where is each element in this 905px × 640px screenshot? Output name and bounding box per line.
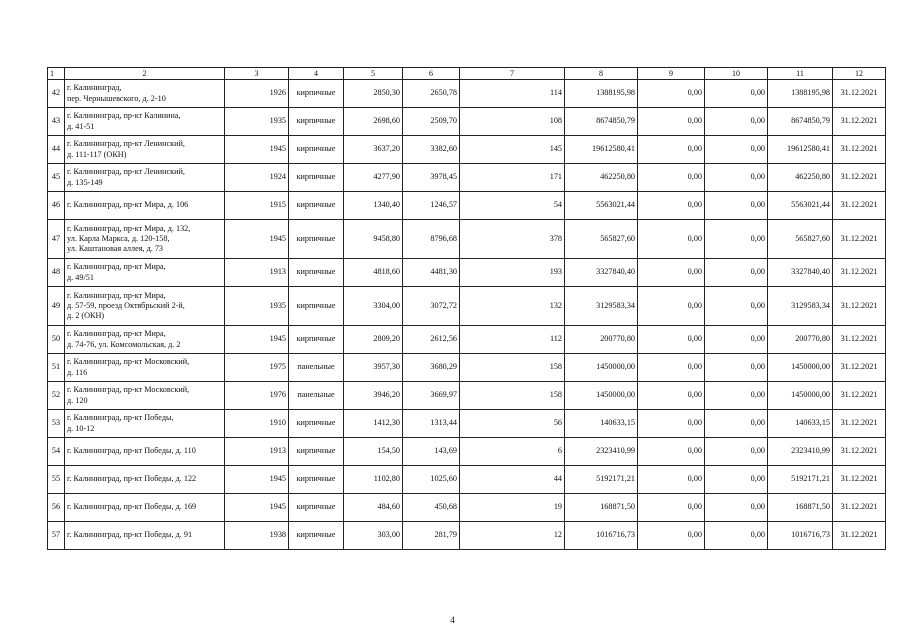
total-area: 1102,80 [344,466,403,494]
wall-material: кирпичные [289,466,344,494]
address-line: д. 49/51 [67,272,94,282]
total-area: 9458,80 [344,220,403,259]
column-10-value: 0,00 [705,108,768,136]
total-cost: 1450000,00 [565,382,638,410]
table-row [48,438,886,466]
row-number: 49 [48,287,65,326]
column-9-value: 0,00 [638,136,705,164]
residential-area: 3680,29 [403,354,460,382]
total-area: 3957,30 [344,354,403,382]
address-line: д. 2 (ОКН) [67,311,105,321]
total-area: 3637,20 [344,136,403,164]
address-cell [65,136,225,164]
total-cost: 8674850,79 [565,108,638,136]
residential-area: 281,79 [403,522,460,550]
housing-table [47,67,886,550]
year-built: 1924 [225,164,289,192]
column-10-value: 0,00 [705,522,768,550]
address-cell [65,108,225,136]
wall-material: кирпичные [289,108,344,136]
residents-count: 54 [460,192,565,220]
residents-count: 108 [460,108,565,136]
address-line: ул. Карла Маркса, д. 120-158, [67,233,170,243]
residential-area: 1313,44 [403,410,460,438]
column-11-value: 1388195,98 [768,80,833,108]
address-line: г. Калининград, пр-кт Московский, [67,385,190,395]
completion-date: 31.12.2021 [833,192,886,220]
year-built: 1945 [225,326,289,354]
column-9-value: 0,00 [638,522,705,550]
table-row [48,259,886,287]
column-number-9: 9 [638,68,705,80]
column-9-value: 0,00 [638,410,705,438]
wall-material: кирпичные [289,494,344,522]
table-row [48,80,886,108]
column-number-3: 3 [225,68,289,80]
table-row [48,354,886,382]
total-cost: 5192171,21 [565,466,638,494]
row-number: 42 [48,80,65,108]
address-cell [65,354,225,382]
year-built: 1913 [225,259,289,287]
residents-count: 56 [460,410,565,438]
completion-date: 31.12.2021 [833,494,886,522]
column-11-value: 1450000,00 [768,354,833,382]
wall-material: кирпичные [289,136,344,164]
address-line: г. Калининград, пр-кт Победы, д. 91 [67,530,193,540]
residents-count: 19 [460,494,565,522]
column-number-5: 5 [344,68,403,80]
completion-date: 31.12.2021 [833,108,886,136]
address-line: г. Калининград, пр-кт Мира, [67,262,166,272]
row-number: 54 [48,438,65,466]
total-area: 2698,60 [344,108,403,136]
column-11-value: 3129583,34 [768,287,833,326]
residents-count: 132 [460,287,565,326]
residential-area: 8796,68 [403,220,460,259]
column-9-value: 0,00 [638,494,705,522]
column-number-8: 8 [565,68,638,80]
residential-area: 1025,60 [403,466,460,494]
year-built: 1976 [225,382,289,410]
column-10-value: 0,00 [705,354,768,382]
wall-material: кирпичные [289,287,344,326]
column-11-value: 565827,60 [768,220,833,259]
column-11-value: 3327840,40 [768,259,833,287]
total-area: 3946,20 [344,382,403,410]
address-cell [65,326,225,354]
column-10-value: 0,00 [705,382,768,410]
residents-count: 6 [460,438,565,466]
address-cell [65,522,225,550]
address-line: г. Калининград, пр-кт Победы, д. 110 [67,446,196,456]
completion-date: 31.12.2021 [833,522,886,550]
year-built: 1945 [225,494,289,522]
address-cell [65,287,225,326]
address-line: г. Калининград, [67,83,122,93]
column-11-value: 19612580,41 [768,136,833,164]
column-11-value: 5563021,44 [768,192,833,220]
total-cost: 1450000,00 [565,354,638,382]
address-line: д. 116 [67,367,88,377]
address-line: г. Калининград, пр-кт Московский, [67,357,190,367]
residential-area: 450,68 [403,494,460,522]
residents-count: 193 [460,259,565,287]
address-cell [65,259,225,287]
residents-count: 12 [460,522,565,550]
address-cell [65,438,225,466]
wall-material: панельные [289,354,344,382]
residential-area: 3382,60 [403,136,460,164]
address-cell [65,164,225,192]
table-row [48,164,886,192]
address-line: д. 120 [67,395,88,405]
column-number-1: 1 [48,68,65,80]
wall-material: кирпичные [289,164,344,192]
column-11-value: 8674850,79 [768,108,833,136]
column-10-value: 0,00 [705,259,768,287]
column-11-value: 200770,80 [768,326,833,354]
table-row [48,287,886,326]
address-line: г. Калининград, пр-кт Мира, [67,329,166,339]
residents-count: 44 [460,466,565,494]
total-cost: 3129583,34 [565,287,638,326]
column-10-value: 0,00 [705,494,768,522]
completion-date: 31.12.2021 [833,326,886,354]
total-area: 484,60 [344,494,403,522]
column-number-11: 11 [768,68,833,80]
address-line: г. Калининград, пр-кт Ленинский, [67,139,185,149]
total-cost: 2323410,99 [565,438,638,466]
column-11-value: 168871,50 [768,494,833,522]
column-number-10: 10 [705,68,768,80]
page-number: 4 [450,615,455,625]
column-11-value: 140633,15 [768,410,833,438]
year-built: 1945 [225,136,289,164]
table-row [48,192,886,220]
residents-count: 158 [460,354,565,382]
address-cell [65,220,225,259]
row-number: 44 [48,136,65,164]
column-9-value: 0,00 [638,192,705,220]
row-number: 52 [48,382,65,410]
column-11-value: 462250,80 [768,164,833,192]
total-cost: 1016716,73 [565,522,638,550]
column-9-value: 0,00 [638,164,705,192]
total-area: 1412,30 [344,410,403,438]
address-line: г. Калининград, пр-кт Победы, д. 122 [67,474,197,484]
residents-count: 114 [460,80,565,108]
table-row [48,382,886,410]
address-line: пер. Чернышевского, д. 2-10 [67,93,166,103]
address-line: г. Калининград, пр-кт Мира, д. 106 [67,200,189,210]
total-cost: 168871,50 [565,494,638,522]
address-line: д. 135-149 [67,177,103,187]
column-10-value: 0,00 [705,410,768,438]
wall-material: кирпичные [289,80,344,108]
residential-area: 2509,70 [403,108,460,136]
column-10-value: 0,00 [705,287,768,326]
table-row [48,136,886,164]
completion-date: 31.12.2021 [833,410,886,438]
residents-count: 171 [460,164,565,192]
address-cell [65,466,225,494]
column-number-2: 2 [65,68,225,80]
row-number: 46 [48,192,65,220]
address-cell [65,80,225,108]
residents-count: 112 [460,326,565,354]
total-area: 4818,60 [344,259,403,287]
year-built: 1926 [225,80,289,108]
row-number: 48 [48,259,65,287]
total-cost: 565827,60 [565,220,638,259]
year-built: 1910 [225,410,289,438]
year-built: 1945 [225,220,289,259]
address-cell [65,494,225,522]
row-number: 50 [48,326,65,354]
residential-area: 3669,97 [403,382,460,410]
column-9-value: 0,00 [638,287,705,326]
column-9-value: 0,00 [638,80,705,108]
column-9-value: 0,00 [638,382,705,410]
column-9-value: 0,00 [638,438,705,466]
address-line: д. 57-59, проезд Октябрьский 2-й, [67,300,185,310]
residential-area: 2650,78 [403,80,460,108]
table-row [48,220,886,259]
address-line: д. 10-12 [67,423,95,433]
completion-date: 31.12.2021 [833,354,886,382]
wall-material: кирпичные [289,438,344,466]
wall-material: кирпичные [289,192,344,220]
wall-material: кирпичные [289,410,344,438]
residential-area: 3978,45 [403,164,460,192]
residential-area: 143,69 [403,438,460,466]
row-number: 43 [48,108,65,136]
completion-date: 31.12.2021 [833,220,886,259]
completion-date: 31.12.2021 [833,466,886,494]
residents-count: 158 [460,382,565,410]
year-built: 1935 [225,287,289,326]
column-11-value: 2323410,99 [768,438,833,466]
column-10-value: 0,00 [705,438,768,466]
address-line: г. Калининград, пр-кт Победы, д. 169 [67,502,197,512]
table-row [48,108,886,136]
residential-area: 4481,30 [403,259,460,287]
row-number: 57 [48,522,65,550]
completion-date: 31.12.2021 [833,438,886,466]
column-10-value: 0,00 [705,164,768,192]
wall-material: панельные [289,382,344,410]
year-built: 1945 [225,466,289,494]
wall-material: кирпичные [289,522,344,550]
total-area: 4277,90 [344,164,403,192]
column-10-value: 0,00 [705,220,768,259]
residential-area: 2612,56 [403,326,460,354]
completion-date: 31.12.2021 [833,164,886,192]
residents-count: 378 [460,220,565,259]
completion-date: 31.12.2021 [833,136,886,164]
year-built: 1915 [225,192,289,220]
address-line: г. Калининград, пр-кт Мира, д. 132, [67,223,191,233]
total-area: 303,00 [344,522,403,550]
total-area: 2809,20 [344,326,403,354]
column-number-6: 6 [403,68,460,80]
row-number: 53 [48,410,65,438]
column-9-value: 0,00 [638,220,705,259]
completion-date: 31.12.2021 [833,382,886,410]
column-number-12: 12 [833,68,886,80]
address-line: г. Калининград, пр-кт Победы, [67,413,174,423]
completion-date: 31.12.2021 [833,259,886,287]
column-11-value: 1450000,00 [768,382,833,410]
column-9-value: 0,00 [638,108,705,136]
year-built: 1975 [225,354,289,382]
total-cost: 3327840,40 [565,259,638,287]
total-area: 2850,30 [344,80,403,108]
column-number-7: 7 [460,68,565,80]
address-line: ул. Каштановая аллея, д. 73 [67,244,164,254]
address-line: г. Калининград, пр-кт Мира, [67,290,166,300]
year-built: 1913 [225,438,289,466]
year-built: 1938 [225,522,289,550]
column-10-value: 0,00 [705,80,768,108]
total-cost: 462250,80 [565,164,638,192]
total-cost: 200770,80 [565,326,638,354]
address-line: д. 111-117 (ОКН) [67,149,127,159]
total-area: 1340,40 [344,192,403,220]
row-number: 47 [48,220,65,259]
address-line: д. 74-76, ул. Комсомольская, д. 2 [67,339,181,349]
column-11-value: 1016716,73 [768,522,833,550]
address-cell [65,192,225,220]
table-row [48,326,886,354]
total-cost: 140633,15 [565,410,638,438]
completion-date: 31.12.2021 [833,80,886,108]
row-number: 56 [48,494,65,522]
column-9-value: 0,00 [638,354,705,382]
row-number: 45 [48,164,65,192]
completion-date: 31.12.2021 [833,287,886,326]
column-9-value: 0,00 [638,326,705,354]
row-number: 51 [48,354,65,382]
total-area: 154,50 [344,438,403,466]
column-10-value: 0,00 [705,136,768,164]
address-line: д. 41-51 [67,121,95,131]
total-cost: 5563021,44 [565,192,638,220]
year-built: 1935 [225,108,289,136]
column-9-value: 0,00 [638,466,705,494]
column-10-value: 0,00 [705,192,768,220]
table-row [48,410,886,438]
column-number-4: 4 [289,68,344,80]
column-number-header-row [48,68,886,80]
column-11-value: 5192171,21 [768,466,833,494]
total-area: 3304,00 [344,287,403,326]
column-10-value: 0,00 [705,326,768,354]
table-row [48,466,886,494]
residents-count: 145 [460,136,565,164]
address-line: г. Калининград, пр-кт Ленинский, [67,167,185,177]
wall-material: кирпичные [289,220,344,259]
address-line: г. Калининград, пр-кт Калинина, [67,111,181,121]
residential-area: 1246,57 [403,192,460,220]
address-cell [65,382,225,410]
row-number: 55 [48,466,65,494]
wall-material: кирпичные [289,259,344,287]
wall-material: кирпичные [289,326,344,354]
total-cost: 19612580,41 [565,136,638,164]
residential-area: 3072,72 [403,287,460,326]
address-cell [65,410,225,438]
table-row [48,494,886,522]
column-9-value: 0,00 [638,259,705,287]
total-cost: 1388195,98 [565,80,638,108]
table-row [48,522,886,550]
column-10-value: 0,00 [705,466,768,494]
